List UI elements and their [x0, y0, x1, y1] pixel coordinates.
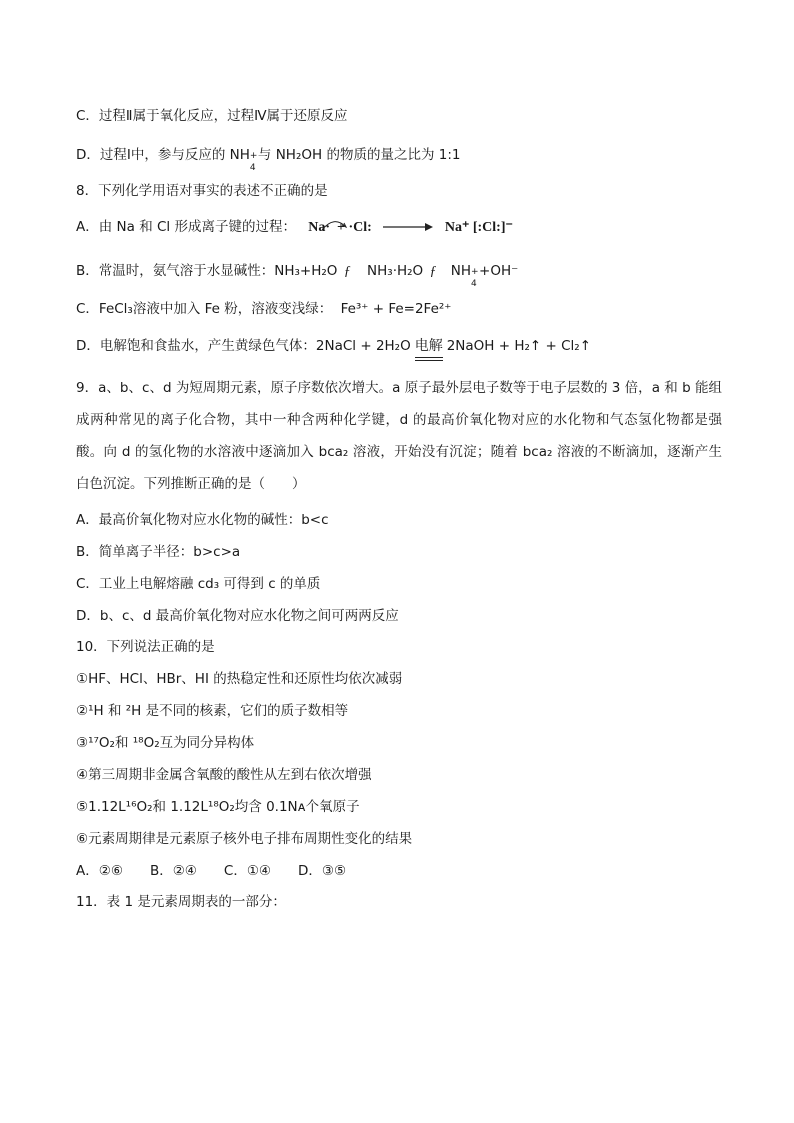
q9-option-d: D．b、c、d 最高价氧化物对应水化物之间可两两反应: [76, 608, 399, 624]
q10-statement-5: ⑤1.12L¹⁶O₂和 1.12L¹⁸O₂均含 0.1Nᴀ个氧原子: [76, 799, 360, 815]
equilibrium-symbol: ƒ: [343, 264, 351, 279]
chloride-ion: [:Cl:]⁻: [472, 219, 513, 235]
q9-option-c: C．工业上电解熔融 cd₃ 可得到 c 的单质: [76, 576, 321, 592]
chlorine-atom: ·Cl:: [348, 219, 372, 235]
electrolysis-products: 2NaOH + H₂↑ + Cl₂↑: [446, 338, 592, 354]
q10-statement-4: ④第三周期非金属含氧酸的酸性从左到右依次增强: [76, 767, 372, 783]
ionic-bond-formation-diagram: [308, 219, 513, 236]
q8-stem: 8．下列化学用语对事实的表述不正确的是: [76, 183, 328, 199]
reaction-arrow-icon: [381, 222, 435, 232]
q9-option-b: B．简单离子半径：b>c>a: [76, 544, 241, 560]
ammonium-charge: +: [471, 267, 479, 277]
ammonium-subscript: 4: [471, 279, 477, 289]
double-line-top: [415, 357, 443, 358]
q10-statement-2: ②¹H 和 ²H 是不同的核素，它们的质子数相等: [76, 703, 349, 719]
q8-b-text: B．常温时，氨气溶于水显碱性：NH₃+H₂O: [76, 263, 338, 279]
q10-stem: 10．下列说法正确的是: [76, 639, 215, 655]
q8-d-text: D．电解饱和食盐水，产生黄绿色气体：: [76, 338, 316, 354]
q8-a-text: A．由 Na 和 Cl 形成离子键的过程：: [76, 219, 296, 235]
q8-option-d: [76, 334, 591, 355]
q9-option-a: A．最高价氧化物对应水化物的碱性：b<c: [76, 512, 329, 528]
q7-d-text: D．过程Ⅰ中，参与反应的 NH: [76, 147, 250, 163]
hydroxide-ion: +OH⁻: [479, 263, 519, 279]
electrolysis-label: 电解: [414, 338, 443, 354]
plus-sign: +: [337, 219, 346, 235]
ammonium-subscript: 4: [249, 163, 256, 173]
q10-options: A．②⑥ B．②④ C．①④ D．③⑤: [76, 863, 347, 879]
q8-option-a: [76, 215, 513, 236]
double-line-bottom: [415, 360, 443, 361]
iron-reaction-equation: Fe³⁺ + Fe=2Fe²⁺: [340, 301, 452, 317]
q8-option-c: [76, 297, 451, 317]
q10-statement-6: ⑥元素周期律是元素原子核外电子排布周期性变化的结果: [76, 831, 413, 847]
ammonium-ion: NH: [450, 263, 472, 279]
q7-option-c: C．过程Ⅱ属于氧化反应，过程Ⅳ属于还原反应: [76, 108, 348, 124]
q11-stem: 11．表 1 是元素周期表的一部分：: [76, 894, 286, 910]
q7-d-text-end: 与 NH₂OH 的物质的量之比为 1:1: [257, 147, 461, 163]
electrolysis-reactants: 2NaCl + 2H₂O: [315, 338, 411, 354]
electrolysis-condition: [415, 335, 443, 355]
q8-c-text: C．FeCl₃溶液中加入 Fe 粉，溶液变浅绿：: [76, 301, 333, 317]
sodium-atom: Na·: [308, 219, 331, 235]
q10-statement-3: ③¹⁷O₂和 ¹⁸O₂互为同分异构体: [76, 735, 255, 751]
q7-option-d: [76, 143, 461, 173]
q9-stem: 9．a、b、c、d 为短周期元素，原子序数依次增大。a 原子最外层电子数等于电子层数的 3 倍，a 和 b 能组成两种常见的离子化合物，其中一种含两种化学键，d 的最高价氧化物对应的水化物和气态氢化物都是强酸。向 d 的氢化物的水溶液中逐滴加入 bca₂ 溶液，开始没有沉淀；随着 bca₂ 溶液的不断滴加，逐渐产生白色沉淀。下列推断正确的是（ ）: [76, 380, 722, 492]
ammonia-hydrate: NH₃·H₂O: [367, 263, 424, 279]
ammonium-charge: +: [249, 151, 258, 161]
q8-option-b: [76, 259, 519, 289]
equilibrium-symbol: ƒ: [429, 264, 437, 279]
sodium-ion: Na⁺: [444, 219, 470, 235]
q10-statement-1: ①HF、HCl、HBr、HI 的热稳定性和还原性均依次减弱: [76, 671, 403, 687]
